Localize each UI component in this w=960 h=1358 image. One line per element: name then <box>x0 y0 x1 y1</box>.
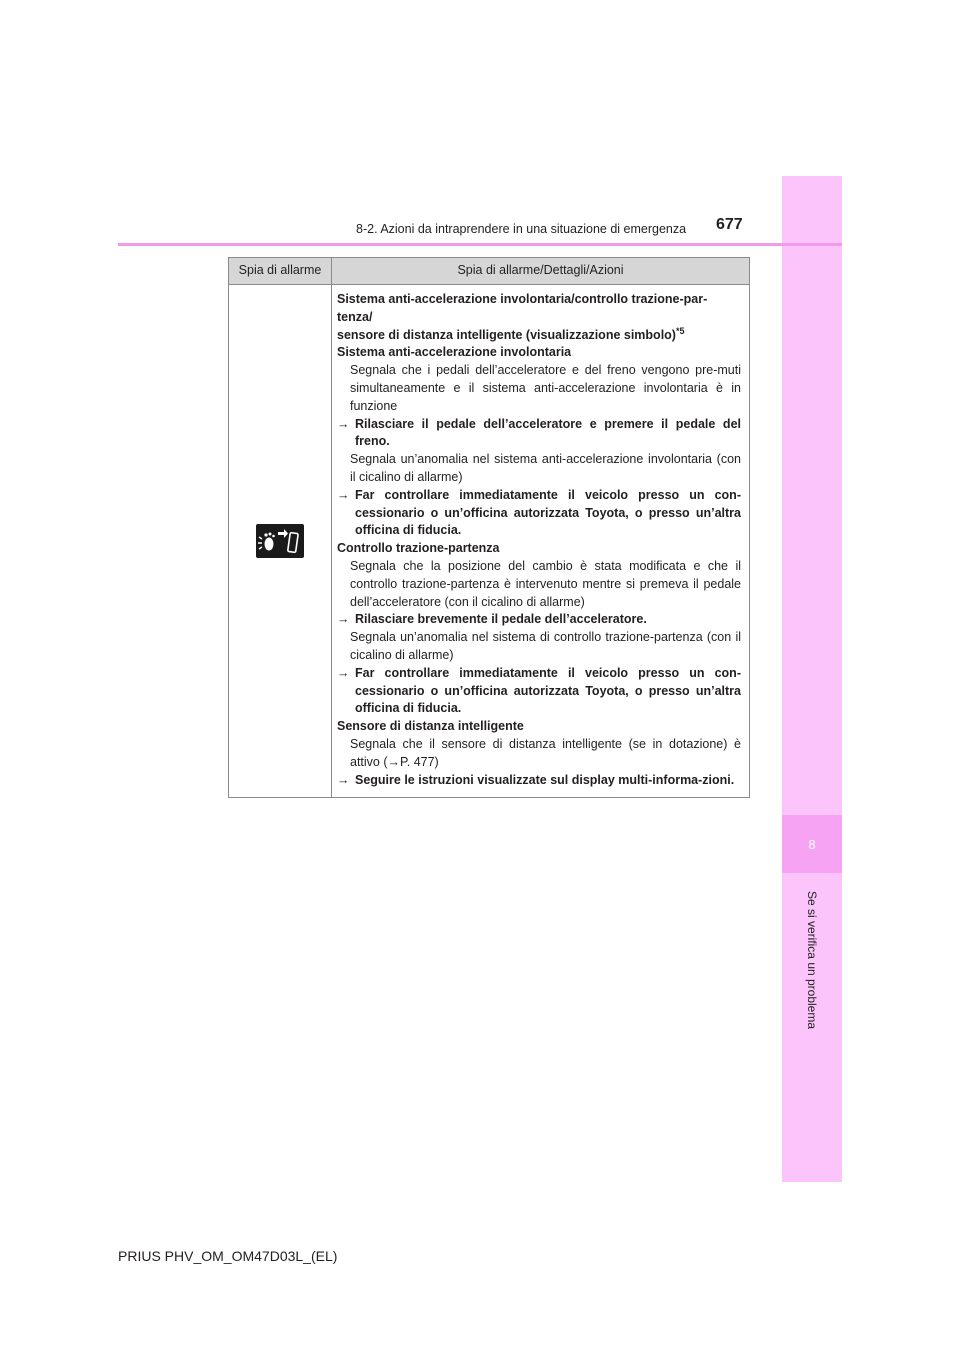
slip-indicator-icon <box>256 524 304 558</box>
arrow-icon: → <box>337 612 350 627</box>
arrow-icon: → <box>337 665 350 680</box>
description-text-part: Segnala che il sensore di distanza intelligente (se in dotazione) è attivo ( <box>350 736 741 769</box>
description-text: Segnala un’anomalia nel sistema di controllo trazione-partenza (con il cicalino di allarme) <box>350 630 741 662</box>
subsection-heading: Sistema anti-accelerazione involontaria <box>337 345 572 360</box>
section-title: 8-2. Azioni da intraprendere in una situazione di emergenza <box>356 222 687 236</box>
action-text: Rilasciare brevemente il pedale dell’acceleratore. <box>355 612 647 627</box>
action-text: Rilasciare il pedale dell’acceleratore e premere il pedale del freno. <box>355 416 741 449</box>
cell-title-line3-text: sensore di distanza intelligente (visualizzazione simbolo) <box>337 327 676 342</box>
footnote-marker: *5 <box>675 325 685 336</box>
action-text: Far controllare immediatamente il veicolo presso un con-cessionario o un’officina autorizzata Toyota, o presso un’altra officina di fiducia. <box>355 487 741 538</box>
cell-title-line3 <box>337 327 741 345</box>
col-header-light: Spia di allarme <box>229 258 332 285</box>
col-header-details: Spia di allarme/Dettagli/Azioni <box>332 258 750 285</box>
action-item <box>337 611 741 629</box>
action-item <box>337 416 741 452</box>
subsection-heading: Controllo trazione-partenza <box>337 541 500 556</box>
action-item <box>337 665 741 718</box>
warning-light-table <box>228 257 750 798</box>
arrow-icon: → <box>387 754 401 769</box>
page-number: 677 <box>716 216 743 233</box>
action-item <box>337 772 741 790</box>
cell-title-line1: Sistema anti-accelerazione involontaria/controllo trazione-par- <box>337 292 708 306</box>
details-cell <box>332 285 750 798</box>
action-text: Seguire le istruzioni visualizzate sul display multi-informa-zioni. <box>355 772 735 787</box>
chapter-side-tab <box>782 176 842 1182</box>
arrow-icon: → <box>337 487 350 502</box>
chapter-number: 8 <box>782 815 842 873</box>
page-reference-link[interactable]: P. 477 <box>400 754 435 769</box>
chapter-label: Se si verifica un problema <box>805 890 819 1030</box>
subsection-heading: Sensore di distanza intelligente <box>337 719 524 734</box>
document-code: PRIUS PHV_OM_OM47D03L_(EL) <box>118 1248 338 1264</box>
description-text <box>337 736 741 772</box>
action-text: Far controllare immediatamente il veicolo presso un con-cessionario o un’officina autorizzata Toyota, o presso un’altra officina di fiducia. <box>355 665 741 716</box>
arrow-icon: → <box>337 416 350 431</box>
action-item <box>337 487 741 540</box>
warning-light-cell <box>229 285 332 798</box>
arrow-icon: → <box>337 772 350 787</box>
description-text: Segnala che la posizione del cambio è stata modificata e che il controllo trazione-partenza è intervenuto mentre si premeva il pedale dell’acceleratore (con il cicalino di allarme) <box>350 558 741 609</box>
description-text-part: ) <box>434 754 439 769</box>
description-text: Segnala un’anomalia nel sistema anti-accelerazione involontaria (con il cicalino di allarme) <box>350 452 741 484</box>
header-rule <box>118 243 842 246</box>
description-text: Segnala che i pedali dell’acceleratore e del freno vengono pre-muti simultaneamente e il sistema anti-accelerazione involontaria è in funzione <box>350 363 741 413</box>
table-row <box>229 285 750 798</box>
table-header-row <box>229 258 750 285</box>
cell-title <box>337 291 741 344</box>
cell-title-line2: tenza/ <box>337 309 373 324</box>
